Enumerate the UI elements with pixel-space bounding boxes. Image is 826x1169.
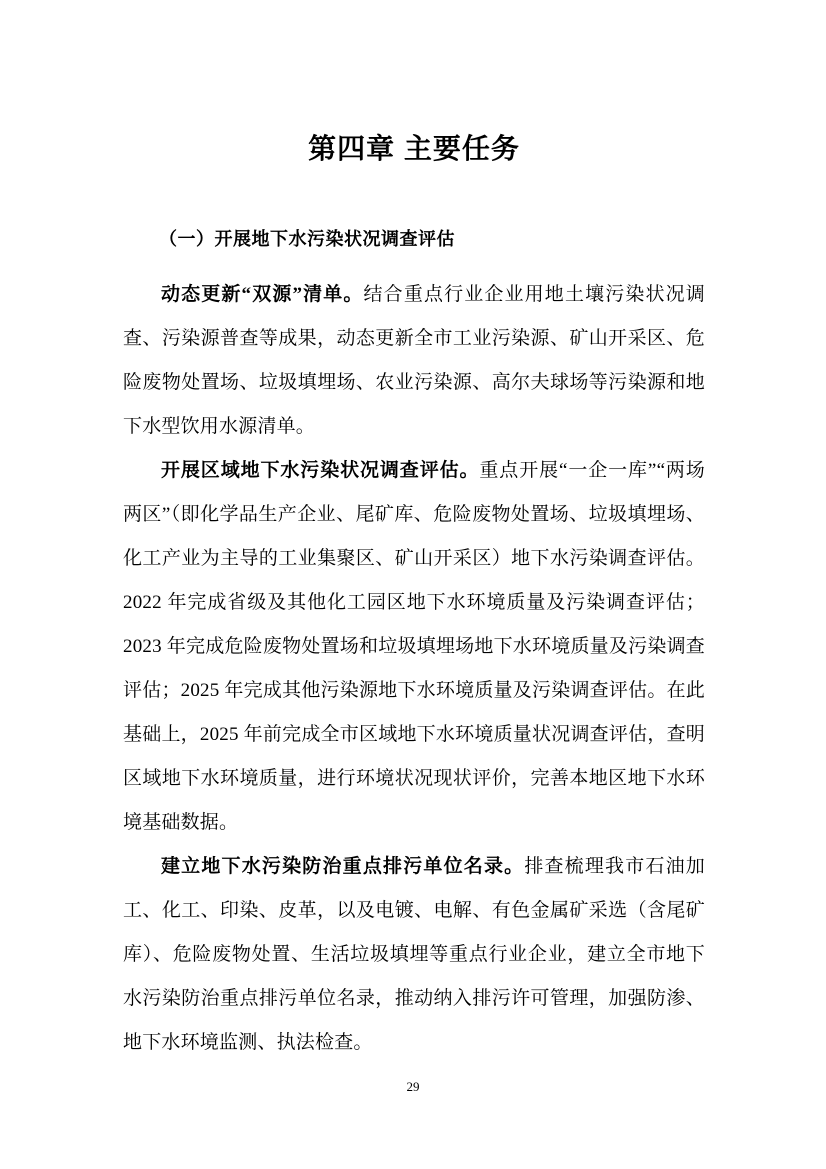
paragraph-body: 排查梳理我市石油加工、化工、印染、皮革，以及电镀、电解、有色金属矿采选（含尾矿库）、危险废物处置、生活垃圾填埋等重点行业企业，建立全市地下水污染防治重点排污单位名录，推动纳入排污许可管理，加强防渗、地下水环境监测、执法检查。 bbox=[123, 856, 705, 1053]
paragraph-lead: 开展区域地下水污染状况调查评估。 bbox=[161, 460, 480, 481]
paragraph-lead: 建立地下水污染防治重点排污单位名录。 bbox=[161, 856, 525, 877]
paragraph bbox=[123, 845, 705, 1065]
chapter-title: 第四章 主要任务 bbox=[308, 133, 520, 164]
paragraph-body: 重点开展“一企一库”“两场两区”（即化学品生产企业、尾矿库、危险废物处置场、垃圾填埋场、化工产业为主导的工业集聚区、矿山开采区）地下水污染调查评估。2022 年完成省级及其他化工园区地下水环境质量及污染调查评估；2023 年完成危险废物处置场和垃圾填埋场地下水环境质量及污染调查评估；2025 年完成其他污染源地下水环境质量及污染调查评估。在此基础上，2025 年前完成全市区域地下水环境质量状况调查评估，查明区域地下水环境质量，进行环境状况现状评价，完善本地区地下水环境基础数据。 bbox=[123, 460, 706, 833]
paragraph bbox=[123, 449, 705, 845]
section-heading: （一）开展地下水污染状况调查评估 bbox=[159, 229, 455, 249]
paragraph bbox=[123, 273, 705, 449]
paragraph-body: 结合重点行业企业用地土壤污染状况调查、污染源普查等成果，动态更新全市工业污染源、矿山开采区、危险废物处置场、垃圾填埋场、农业污染源、高尔夫球场等污染源和地下水型饮用水源清单。 bbox=[123, 284, 705, 437]
page-number: 29 bbox=[406, 1079, 420, 1094]
paragraph-lead: 动态更新“双源”清单。 bbox=[161, 284, 364, 305]
